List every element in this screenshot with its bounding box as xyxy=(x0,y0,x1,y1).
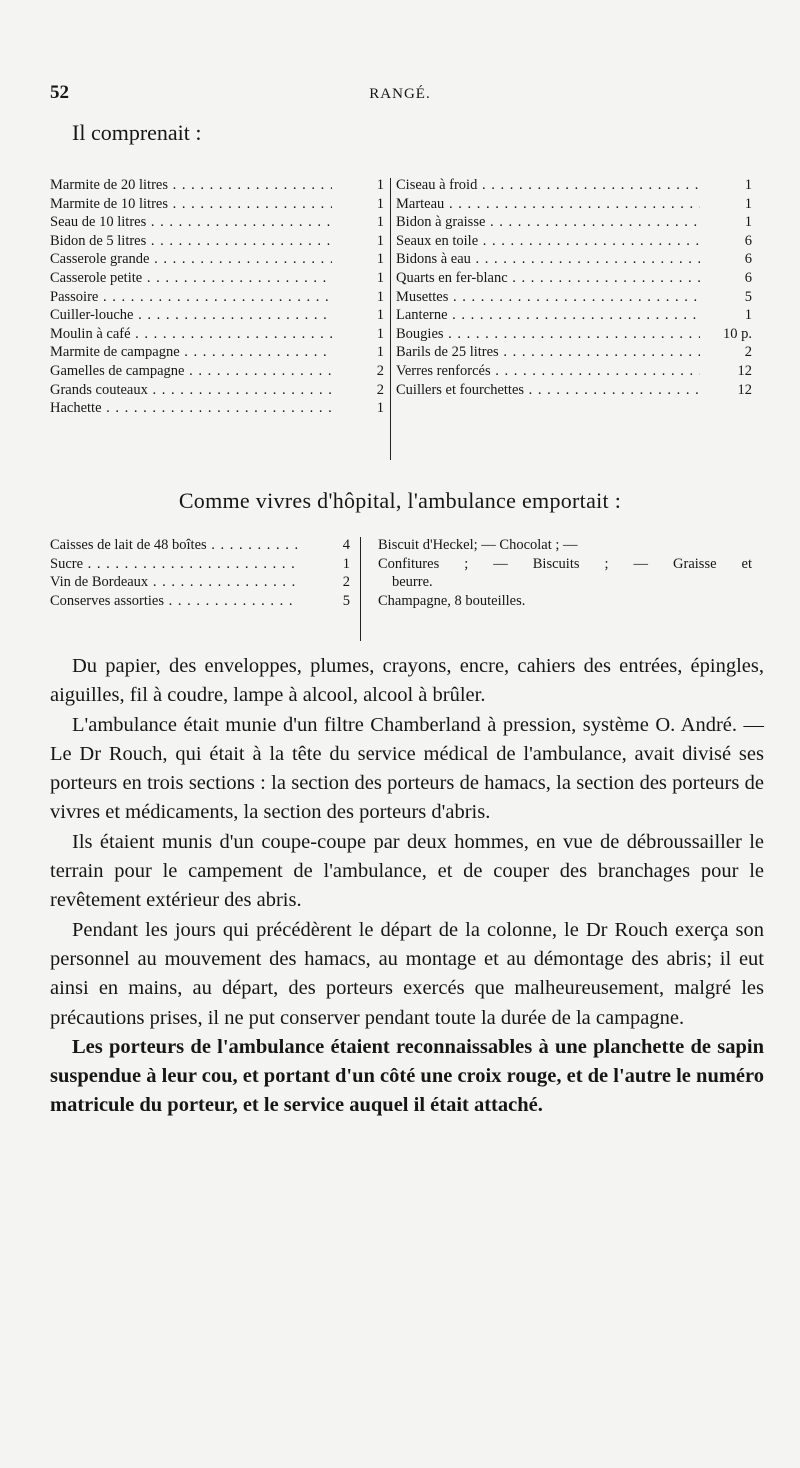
item-quantity: 1 xyxy=(376,177,384,193)
item-label: Gamelles de campagne . . . xyxy=(50,362,332,381)
item-quantity: 2 xyxy=(744,344,752,361)
body-text xyxy=(50,652,764,1121)
item-quantity: 12 xyxy=(737,362,752,379)
item-label: Seaux en toile . . . xyxy=(396,232,700,251)
column-divider xyxy=(390,178,391,460)
item-label: Sucre . . . xyxy=(50,555,298,574)
equipment-row xyxy=(50,399,384,418)
equipment-row xyxy=(50,213,384,232)
item-quantity: 1 xyxy=(744,307,752,324)
equipment-row xyxy=(50,381,384,400)
item-label: Hachette . . . xyxy=(50,399,332,418)
equipment-row xyxy=(396,250,752,269)
paragraph: Ils étaient munis d'un coupe-coupe par deux hommes, en vue de débroussailler le terrain pour le campement de l'ambulance, et de couper des branchages pour le revêtement extérieur des abris. xyxy=(50,830,764,912)
item-quantity: 1 xyxy=(376,288,384,305)
item-quantity: 2 xyxy=(376,381,384,398)
item-quantity: 1 xyxy=(376,400,384,417)
item-quantity: 1 xyxy=(744,177,752,193)
equipment-row xyxy=(396,269,752,288)
item-quantity: 1 xyxy=(376,214,384,231)
provisions-row xyxy=(50,536,350,555)
item-quantity: 6 xyxy=(744,269,752,286)
item-quantity: 1 xyxy=(376,232,384,249)
provisions-line: Biscuit d'Heckel; — Chocolat ; — xyxy=(378,537,578,553)
equipment-row xyxy=(50,325,384,344)
item-quantity: 1 xyxy=(744,195,752,212)
equipment-row xyxy=(396,362,752,381)
item-quantity: 2 xyxy=(376,362,384,379)
item-quantity: 1 xyxy=(376,325,384,342)
equipment-row xyxy=(396,176,752,195)
equipment-list-left xyxy=(50,176,384,418)
item-label: Barils de 25 litres . . . xyxy=(396,343,700,362)
item-quantity: 1 xyxy=(342,555,350,572)
equipment-row xyxy=(396,325,752,344)
provisions-heading: Comme vivres d'hôpital, l'ambulance emportait : xyxy=(178,488,622,513)
equipment-row xyxy=(50,195,384,214)
item-label: Ciseau à froid . . . xyxy=(396,176,700,195)
item-label: Passoire . . . xyxy=(50,288,332,307)
item-label: Marmite de 10 litres . . . xyxy=(50,195,332,214)
item-quantity: 1 xyxy=(376,307,384,324)
equipment-row xyxy=(396,195,752,214)
item-quantity: 12 xyxy=(737,381,752,398)
provisions-list-right xyxy=(378,536,752,610)
item-label: Lanterne . . . xyxy=(396,306,700,325)
equipment-row xyxy=(50,269,384,288)
item-label: Casserole grande . . . xyxy=(50,250,332,269)
equipment-row xyxy=(396,343,752,362)
page-number: 52 xyxy=(50,82,69,103)
item-quantity: 1 xyxy=(376,195,384,212)
item-label: Musettes . . . xyxy=(396,288,700,307)
item-label: Caisses de lait de 48 boîtes . . . xyxy=(50,536,298,555)
intro-line: Il comprenait : xyxy=(72,120,202,145)
item-label: Vin de Bordeaux . . . xyxy=(50,573,298,592)
provisions-line: Confitures ; — Biscuits ; — Graisse et xyxy=(378,555,752,572)
equipment-row xyxy=(50,362,384,381)
column-divider xyxy=(360,537,361,641)
item-label: Marmite de campagne . . . xyxy=(50,343,332,362)
provisions-line: beurre. xyxy=(392,574,433,591)
paragraph: Les porteurs de l'ambulance étaient reconnaissables à une planchette de sapin suspendue à leur cou, et portant d'un côté une croix rouge, et de l'autre le numéro matricule du porteur, et le service auquel il était attaché. xyxy=(50,1035,764,1117)
item-label: Bidons à eau . . . xyxy=(396,250,700,269)
equipment-list-right xyxy=(396,176,752,399)
item-label: Conserves assorties . . . xyxy=(50,592,298,611)
item-quantity: 1 xyxy=(376,251,384,268)
paragraph: Du papier, des enveloppes, plumes, crayons, encre, cahiers des entrées, épingles, aiguilles, fil à coudre, lampe à alcool, alcool à brûler. xyxy=(50,655,764,707)
equipment-row xyxy=(50,288,384,307)
item-label: Bougies . . . xyxy=(396,325,700,344)
item-label: Marteau . . . xyxy=(396,195,700,214)
equipment-row xyxy=(396,213,752,232)
item-label: Seau de 10 litres . . . xyxy=(50,213,332,232)
equipment-row xyxy=(396,232,752,251)
item-label: Verres renforcés . . . xyxy=(396,362,700,381)
item-quantity: 5 xyxy=(342,592,350,609)
paragraph: Pendant les jours qui précédèrent le départ de la colonne, le Dr Rouch exerça son personnel au mouvement des hamacs, au montage et au démontage des abris; il eut ainsi en mains, au départ, des porteurs exercés que malheureusement, malgré les précautions prises, il ne put conserver pendant toute la durée de la campagne. xyxy=(50,918,764,1029)
running-title: RANGÉ. xyxy=(369,86,431,102)
provisions-line: Champagne, 8 bouteilles. xyxy=(378,592,526,609)
provisions-list-left xyxy=(50,536,350,610)
equipment-row xyxy=(396,306,752,325)
item-quantity: 4 xyxy=(342,537,350,553)
item-label: Grands couteaux . . . xyxy=(50,381,332,400)
item-label: Bidon à graisse . . . xyxy=(396,213,700,232)
provisions-row xyxy=(50,573,350,592)
item-quantity: 1 xyxy=(744,214,752,231)
item-quantity: 6 xyxy=(744,251,752,268)
equipment-row xyxy=(50,250,384,269)
equipment-row xyxy=(50,306,384,325)
equipment-row xyxy=(50,176,384,195)
item-quantity: 10 p. xyxy=(723,325,752,342)
item-quantity: 6 xyxy=(744,232,752,249)
item-label: Moulin à café . . . xyxy=(50,325,332,344)
item-label: Casserole petite . . . xyxy=(50,269,332,288)
provisions-row xyxy=(50,555,350,574)
item-label: Marmite de 20 litres . . . xyxy=(50,176,332,195)
item-quantity: 1 xyxy=(376,344,384,361)
item-quantity: 5 xyxy=(744,288,752,305)
page-header xyxy=(50,82,750,108)
provisions-row xyxy=(50,592,350,611)
equipment-row xyxy=(396,381,752,400)
item-quantity: 2 xyxy=(342,574,350,591)
item-label: Cuiller-louche . . . xyxy=(50,306,332,325)
equipment-row xyxy=(50,343,384,362)
item-quantity: 1 xyxy=(376,269,384,286)
equipment-row xyxy=(50,232,384,251)
equipment-row xyxy=(396,288,752,307)
paragraph: L'ambulance était munie d'un filtre Chamberland à pression, système O. André. — Le Dr Rouch, qui était à la tête du service médical de l'ambulance, avait divisé ses porteurs en trois sections : la section des porteurs de hamacs, la section des porteurs de vivres et médicaments, la section des porteurs d'abris. xyxy=(50,713,764,824)
item-label: Quarts en fer-blanc . . . xyxy=(396,269,700,288)
item-label: Bidon de 5 litres . . . xyxy=(50,232,332,251)
item-label: Cuillers et fourchettes . . . xyxy=(396,381,700,400)
